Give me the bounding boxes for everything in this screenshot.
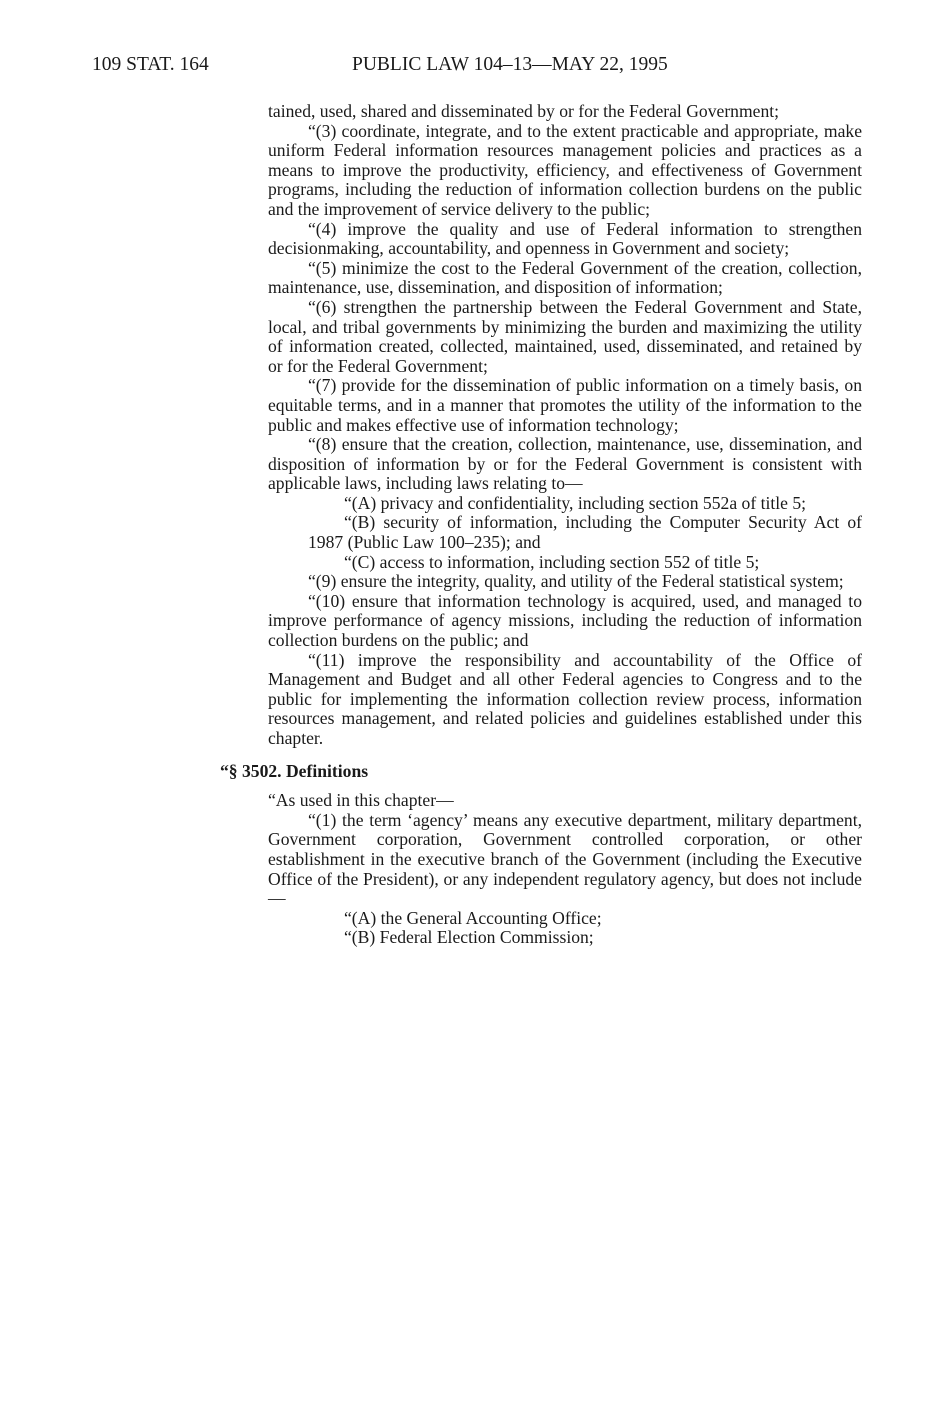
paragraph-5: “(5) minimize the cost to the Federal Government of the creation, collection, maintenance, use, dissemination, and disposition of information; — [268, 257, 862, 298]
paragraph-11: “(11) improve the responsibility and accountability of the Office of Management and Budget and all other Federal agencies to Congress and to the public for implementing the information collection review process, information resources management, and related policies and guidelines established under this chapter. — [268, 649, 862, 748]
paragraph-6: “(6) strengthen the partnership between the Federal Government and State, local, and tribal governments by minimizing the burden and maximizing the utility of information created, collected, maintained, used, disseminated, and retained by or for the Federal Government; — [268, 296, 862, 376]
paragraph-7: “(7) provide for the dissemination of public information on a timely basis, on equitable terms, and in a manner that promotes the utility of the information to the public and makes effective use of information technology; — [268, 375, 862, 435]
continued-paragraph: tained, used, shared and disseminated by or for the Federal Government; — [268, 101, 780, 121]
section-heading: “§ 3502. Definitions — [220, 760, 369, 781]
page-number: 109 STAT. 164 — [92, 54, 209, 75]
definitions-intro: “As used in this chapter— — [268, 790, 454, 811]
paragraph-8: “(8) ensure that the creation, collection, maintenance, use, dissemination, and disposition of information by or for the Federal Government is consistent with applicable laws, including laws relating to— — [268, 434, 862, 494]
paragraph-9: “(9) ensure the integrity, quality, and utility of the Federal statistical system; — [308, 571, 844, 592]
paragraph-3: “(3) coordinate, integrate, and to the extent practicable and appropriate, make uniform Federal information resources management policies and practices as a means to improve the productivity, efficiency, and effectiveness of Government programs, including the reduction of information collection burdens on the public and the improvement of service delivery to the public; — [268, 120, 862, 219]
definition-1b: “(B) Federal Election Commission; — [344, 927, 594, 948]
paragraph-4: “(4) improve the quality and use of Federal information to strengthen decisionmaking, accountability, and openness in Government and society; — [268, 218, 862, 259]
definition-1a: “(A) the General Accounting Office; — [344, 907, 602, 928]
paragraph-10: “(10) ensure that information technology is acquired, used, and managed to improve performance of agency missions, including the reduction of information collection burdens on the public; and — [268, 590, 862, 651]
statute-body — [220, 101, 862, 948]
subparagraph-8b: “(B) security of information, including the Computer Security Act of 1987 (Public Law 100–235); and — [308, 512, 862, 553]
definition-1: “(1) the term ‘agency’ means any executive department, military department, Government corporation, Government controlled corporation, or other establishment in the executive branch of the Government (including the Executive Office of the President), or any independent regulatory agency, but does not include— — [268, 809, 862, 909]
page-header — [92, 50, 862, 80]
subparagraph-8c: “(C) access to information, including section 552 of title 5; — [344, 551, 760, 572]
subparagraph-8a: “(A) privacy and confidentiality, including section 552a of title 5; — [344, 492, 807, 513]
running-title: PUBLIC LAW 104–13—MAY 22, 1995 — [352, 54, 668, 75]
